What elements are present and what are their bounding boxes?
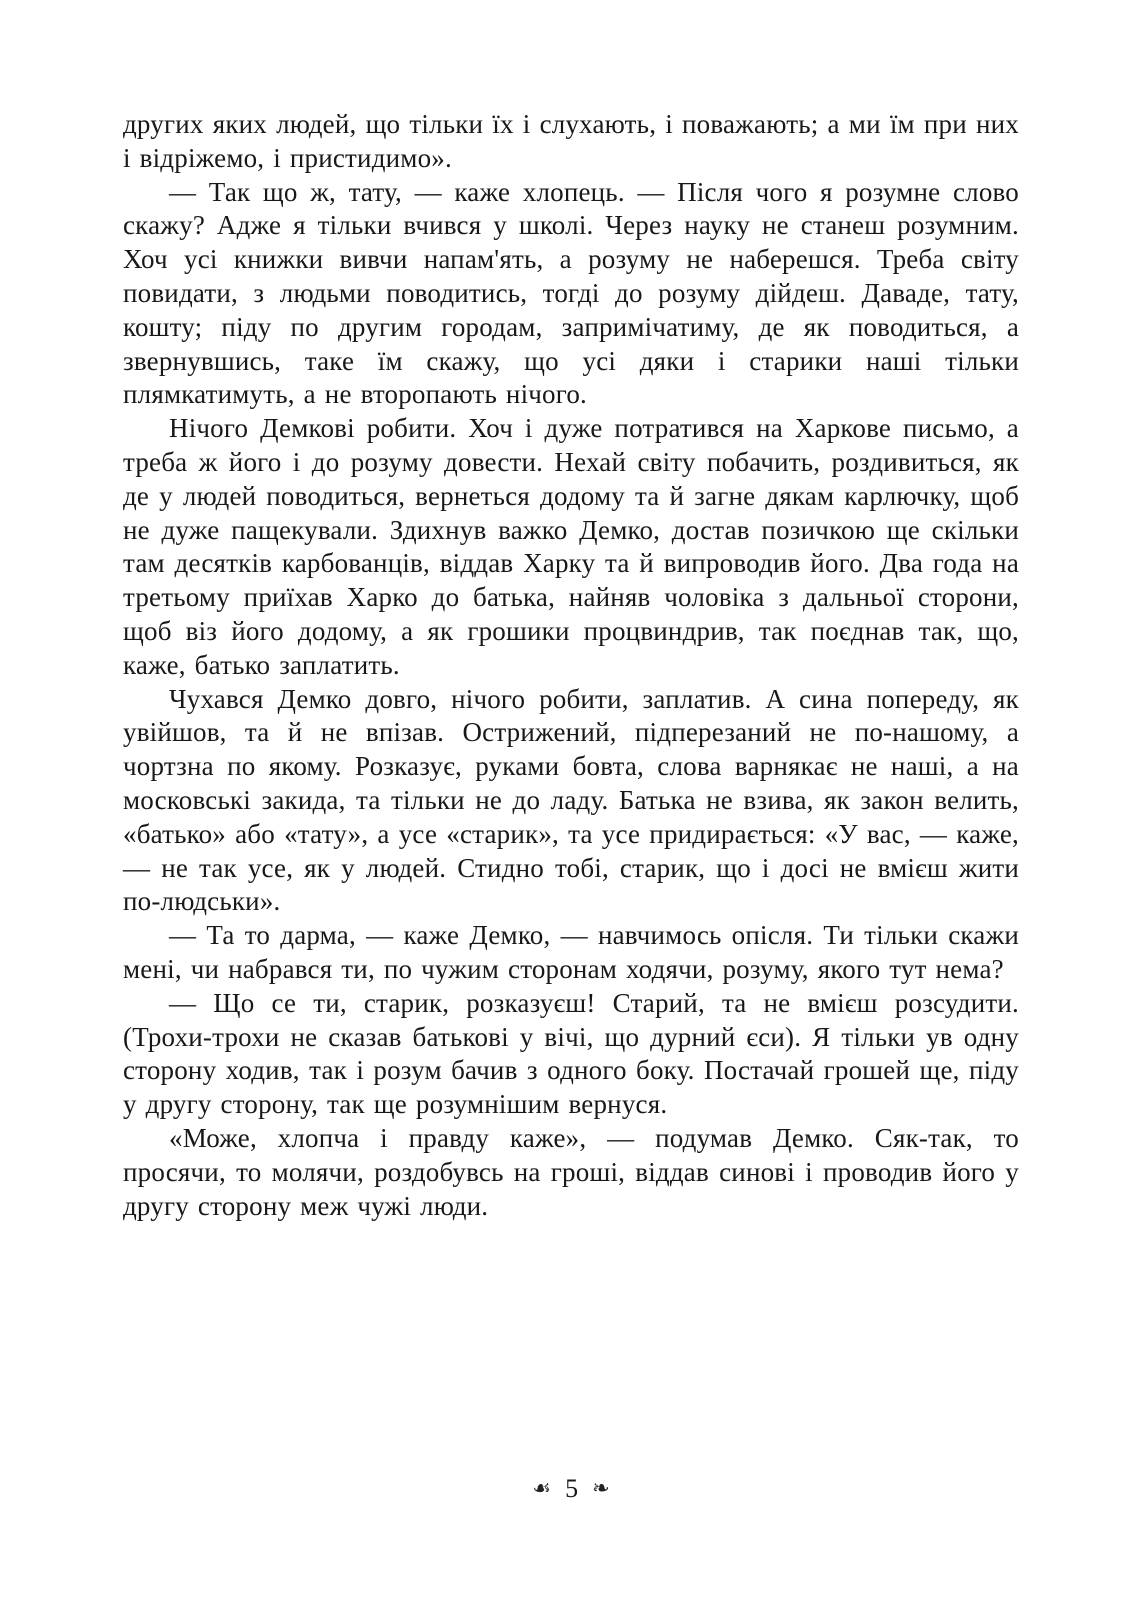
- fleuron-left-icon: ☙: [532, 1476, 552, 1500]
- paragraph: — Що се ти, старик, розказуєш! Старий, та не вмієш розсудити. (Трохи-трохи не сказав батькові у вічі, що дурний єси). Я тільки ув одну сторону ходив, так і розум бачив з одного боку. Постачай грошей ще, піду у другу сторону, так ще розумнішим вернуся.: [123, 987, 1019, 1120]
- paragraph: Чухався Демко довго, нічого робити, заплатив. А сина попереду, як увійшов, та й не впізав. Острижений, підперезаний не по-нашому, а чортзна по якому. Розказує, руками бовта, слова варнякає не наші, а на московські закида, та тільки не до ладу. Батька не взива, як закон велить, «батько» або «тату», а усе «старик», та усе придирається: «У вас, — каже, — не так усе, як у людей. Стидно тобі, старик, що і досі не вмієш жити по-людськи».: [123, 683, 1019, 917]
- paragraph: «Може, хлопча і правду каже», — подумав Демко. Сяк-так, то просячи, то молячи, роздобувсь на гроші, віддав синові і проводив його у другу сторону меж чужі люди.: [123, 1122, 1019, 1221]
- paragraph-continuation: других яких людей, що тільки їх і слухають, і поважають; а ми їм при них і відріжемо, і пристидимо».: [123, 109, 1019, 173]
- paragraph: — Та то дарма, — каже Демко, — навчимось опісля. Ти тільки скажи мені, чи набрався ти, по чужим сторонам ходячи, розуму, якого тут нема?: [123, 920, 1019, 984]
- page-number: 5: [565, 1474, 579, 1503]
- body-text: [123, 108, 1019, 1223]
- page-footer: [0, 1472, 1142, 1507]
- paragraph: — Так що ж, тату, — каже хлопець. — Після чого я розумне слово скажу? Адже я тільки вчився у школі. Через науку не станеш розумним. Хоч усі книжки вивчи напам'ять, а розуму не наберешся. Треба світу повидати, з людьми поводитись, тогді до розуму дійдеш. Даваде, тату, кошту; піду по другим городам, запримічатиму, де як поводиться, а звернувшись, таке їм скажу, що усі дяки і старики наші тільки плямкатимуть, а не второпають нічого.: [123, 176, 1019, 410]
- fleuron-right-icon: ❧: [592, 1476, 610, 1500]
- paragraph: Нічого Демкові робити. Хоч і дуже потратився на Харкове письмо, а треба ж його і до розуму довести. Нехай світу побачить, роздивиться, як де у людей поводиться, вернеться додому та й загне дякам карлючку, щоб не дуже пащекували. Здихнув важко Демко, достав позичкою ще скільки там десятків карбованців, віддав Харку та й випроводив його. Два года на третьому приїхав Харко до батька, найняв чоловіка з дальньої сторони, щоб віз його додому, а як грошики процвиндрив, так поєднав так, що, каже, батько заплатить.: [123, 413, 1019, 680]
